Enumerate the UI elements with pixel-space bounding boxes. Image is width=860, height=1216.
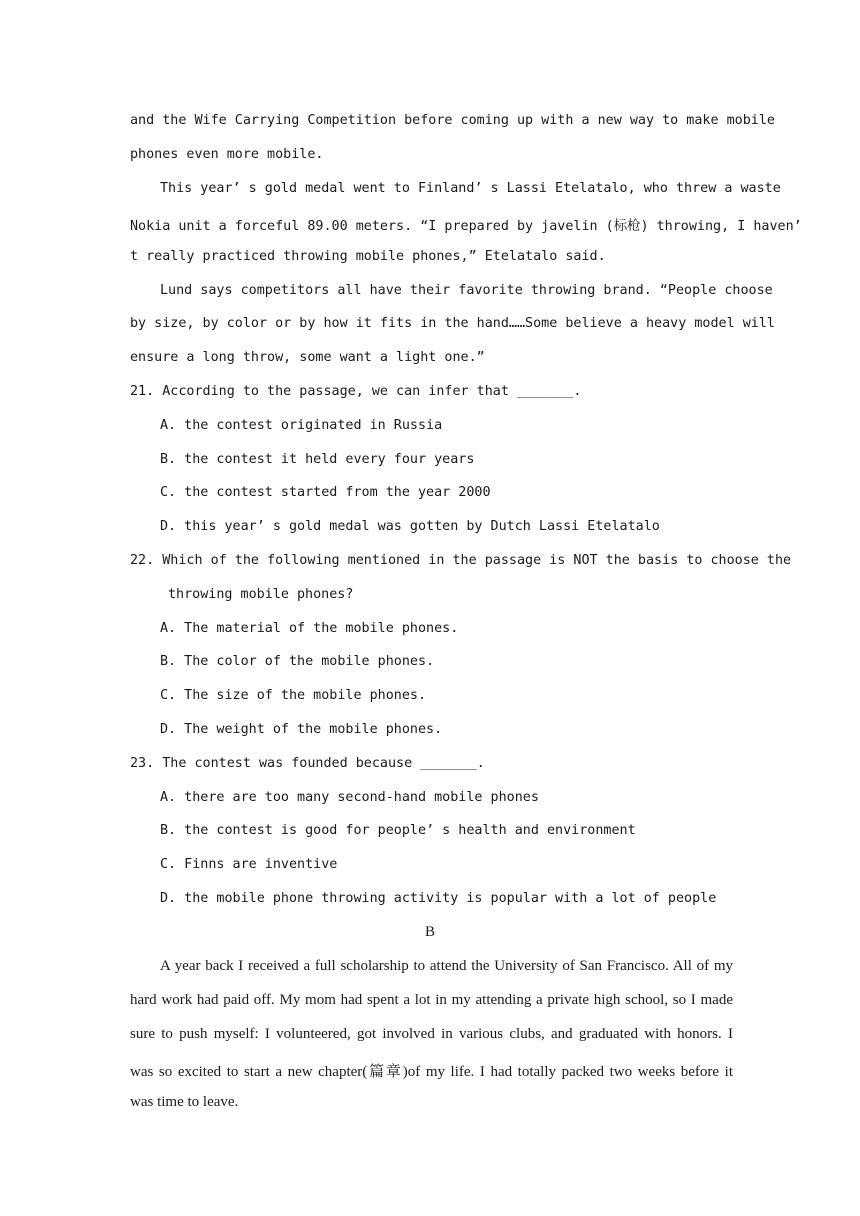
answer-option: B. the contest is good for people’ s health and environment (160, 823, 636, 838)
passage-line: was time to leave. (130, 1094, 239, 1110)
answer-option: A. the contest originated in Russia (160, 418, 443, 433)
passage-line: Nokia unit a forceful 89.00 meters. “I prepared by javelin (标枪) throwing, I haven’ (130, 219, 802, 234)
question-stem: 22. Which of the following mentioned in the passage is NOT the basis to choose the (130, 553, 792, 568)
passage-line: sure to push myself: I volunteered, got involved in various clubs, and graduated with honors. I (130, 1026, 733, 1042)
answer-option: C. The size of the mobile phones. (160, 688, 427, 703)
answer-option: A. there are too many second-hand mobile phones (160, 790, 539, 805)
answer-option: C. Finns are inventive (160, 857, 338, 872)
question-stem: 21. According to the passage, we can infer that _______. (130, 384, 582, 399)
answer-option: B. the contest it held every four years (160, 452, 475, 467)
answer-option: D. this year’ s gold medal was gotten by Dutch Lassi Etelatalo (160, 519, 660, 534)
answer-option: B. The color of the mobile phones. (160, 654, 435, 669)
passage-line: This year’ s gold medal went to Finland’ s Lassi Etelatalo, who threw a waste (160, 181, 781, 196)
passage-line: A year back I received a full scholarship to attend the University of San Francisco. All of my (160, 958, 733, 974)
passage-line: and the Wife Carrying Competition before coming up with a new way to make mobile (130, 113, 775, 128)
passage-line: hard work had paid off. My mom had spent a lot in my attending a private high school, so I made (130, 992, 733, 1008)
passage-line: t really practiced throwing mobile phones,” Etelatalo said. (130, 249, 606, 264)
passage-line: was so excited to start a new chapter(篇章)of my life. I had totally packed two weeks before it (130, 1064, 733, 1080)
passage-line: ensure a long throw, some want a light one.” (130, 350, 485, 365)
question-stem-continuation: throwing mobile phones? (168, 587, 354, 602)
question-stem: 23. The contest was founded because _______. (130, 756, 485, 771)
passage-line: by size, by color or by how it fits in the hand……Some believe a heavy model will (130, 316, 775, 331)
section-heading: B (424, 924, 435, 940)
answer-option: C. the contest started from the year 2000 (160, 485, 491, 500)
answer-option: D. the mobile phone throwing activity is popular with a lot of people (160, 891, 717, 906)
answer-option: A. The material of the mobile phones. (160, 621, 459, 636)
passage-line: Lund says competitors all have their favorite throwing brand. “People choose (160, 283, 773, 298)
passage-line: phones even more mobile. (130, 147, 324, 162)
answer-option: D. The weight of the mobile phones. (160, 722, 443, 737)
